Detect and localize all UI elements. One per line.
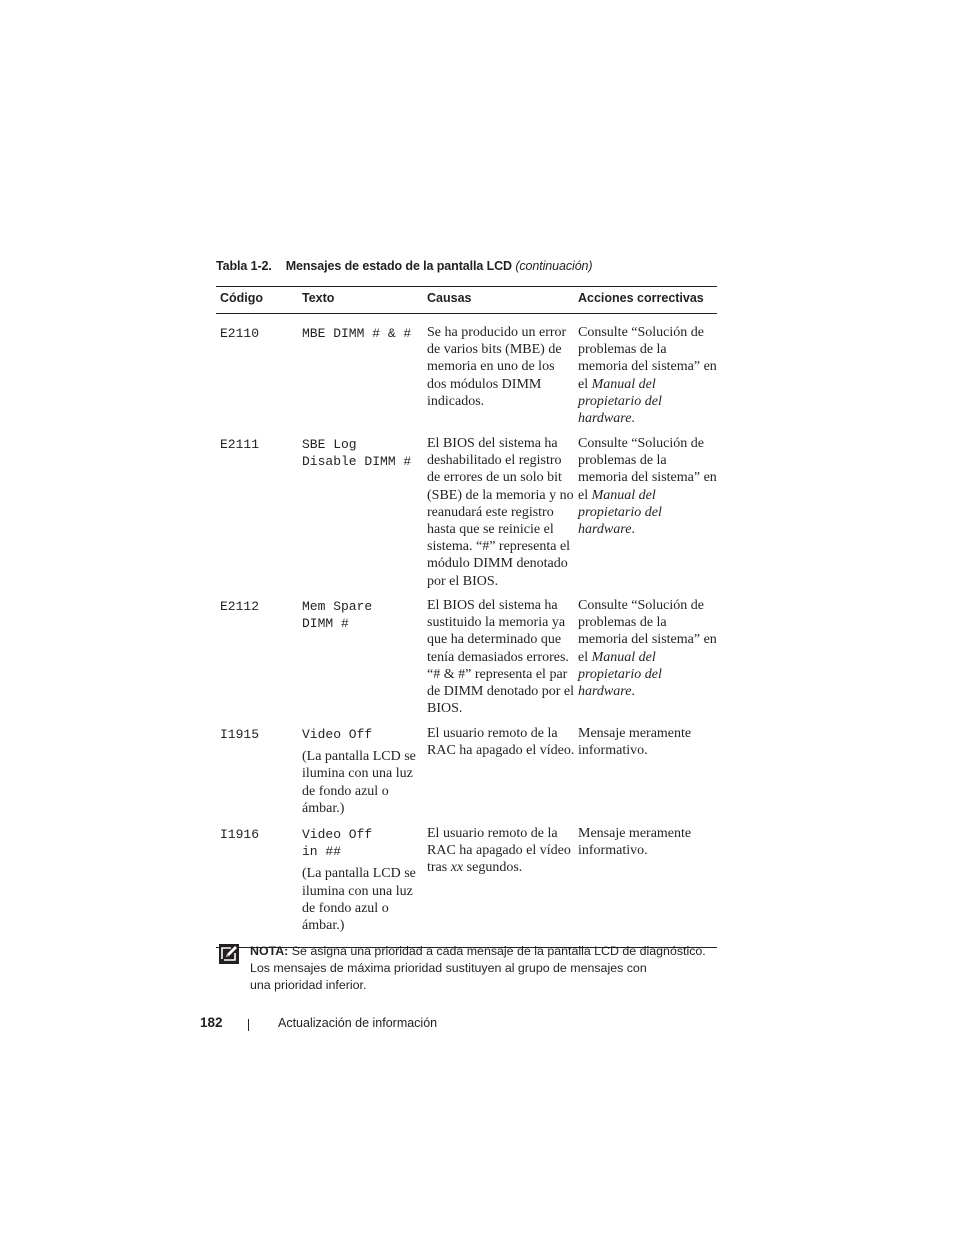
row-text: Mem Spare DIMM #	[302, 599, 373, 632]
row-text-cell	[302, 825, 422, 934]
row-cause	[427, 825, 575, 877]
row-text-note: (La pantalla LCD se ilumina con una luz de fondo azul o ámbar.)	[302, 749, 416, 816]
table-row	[216, 825, 717, 947]
page-number: 182	[200, 1015, 223, 1030]
action-end: .	[631, 522, 635, 538]
row-cause: Se ha producido un error de varios bits (MBE) de memoria en uno de los dos módulos DIMM indicados.	[427, 325, 567, 409]
table-row	[216, 597, 717, 725]
cause-text: El usuario remoto de la RAC ha apagado el vídeo tras	[427, 826, 571, 876]
header-causes: Causas	[427, 291, 472, 305]
manual-title: Manual del propietario del hardware	[578, 487, 662, 538]
note-label: NOTA:	[250, 944, 289, 958]
row-action: Mensaje meramente informativo.	[578, 826, 692, 859]
action-text: Consulte “Solución de problemas de la memoria del sistema” en el	[578, 436, 717, 503]
action-text: Consulte “Solución de problemas de la memoria del sistema” en el	[578, 598, 717, 665]
table-header-row	[216, 287, 717, 314]
row-cause: El BIOS del sistema ha sustituido la memoria ya que ha determinado que tenía demasiados errores. “# & #” representa el par de DIMM denotado por el BIOS.	[427, 598, 574, 717]
table-row	[216, 324, 717, 435]
action-text: Consulte “Solución de problemas de la memoria del sistema” en el	[578, 325, 717, 392]
row-cause: El BIOS del sistema ha deshabilitado el registro de errores de un solo bit (SBE) de la memoria y no reanudará este registro hasta que se reinicie el sistema. “#” representa el módulo DIMM denotado por el BIOS.	[427, 436, 574, 589]
note-block	[250, 943, 725, 994]
caption-label: Tabla 1-2.	[216, 259, 272, 273]
row-text: Video Off	[302, 727, 373, 742]
footer-title: Actualización de información	[278, 1016, 438, 1030]
header-actions: Acciones correctivas	[578, 291, 704, 305]
lcd-messages-table	[216, 286, 717, 948]
action-end: .	[631, 684, 635, 700]
action-end: .	[631, 411, 635, 427]
row-action	[578, 597, 717, 700]
row-text: Video Off in ##	[302, 827, 373, 860]
caption-title: Mensajes de estado de la pantalla LCD	[285, 259, 512, 273]
note-line-2: Los mensajes de máxima prioridad sustituyen al grupo de mensajes con	[250, 961, 647, 975]
row-action: Mensaje meramente informativo.	[578, 726, 692, 759]
row-code: E2110	[220, 326, 260, 341]
table-caption	[216, 259, 592, 273]
row-cause: El usuario remoto de la RAC ha apagado el vídeo.	[427, 726, 575, 759]
row-code: E2111	[220, 437, 260, 452]
footer-separator	[248, 1019, 249, 1031]
note-pencil-icon	[219, 944, 239, 964]
row-code: I1916	[220, 827, 260, 842]
note-line-1	[250, 943, 725, 960]
row-code: I1915	[220, 727, 260, 742]
manual-title: Manual del propietario del hardware	[578, 376, 662, 427]
row-text-note: (La pantalla LCD se ilumina con una luz de fondo azul o ámbar.)	[302, 866, 416, 934]
row-action	[578, 435, 717, 538]
row-text: MBE DIMM # & #	[302, 326, 412, 341]
note-line-1-text: Se asigna una prioridad a cada mensaje de la pantalla LCD de diagnóstico.	[291, 944, 706, 958]
row-text: SBE Log Disable DIMM #	[302, 437, 412, 470]
header-code: Código	[220, 291, 264, 305]
table-row	[216, 725, 717, 825]
note-line-3: una prioridad inferior.	[250, 978, 367, 992]
table-row	[216, 435, 717, 597]
row-action	[578, 324, 717, 427]
row-code: E2112	[220, 599, 260, 614]
cause-variable: xx	[450, 860, 464, 876]
cause-end: segundos.	[466, 860, 523, 876]
row-text-cell	[302, 725, 422, 817]
caption-continuation: (continuación)	[515, 259, 593, 273]
manual-title: Manual del propietario del hardware	[578, 649, 662, 700]
header-text: Texto	[302, 291, 335, 305]
